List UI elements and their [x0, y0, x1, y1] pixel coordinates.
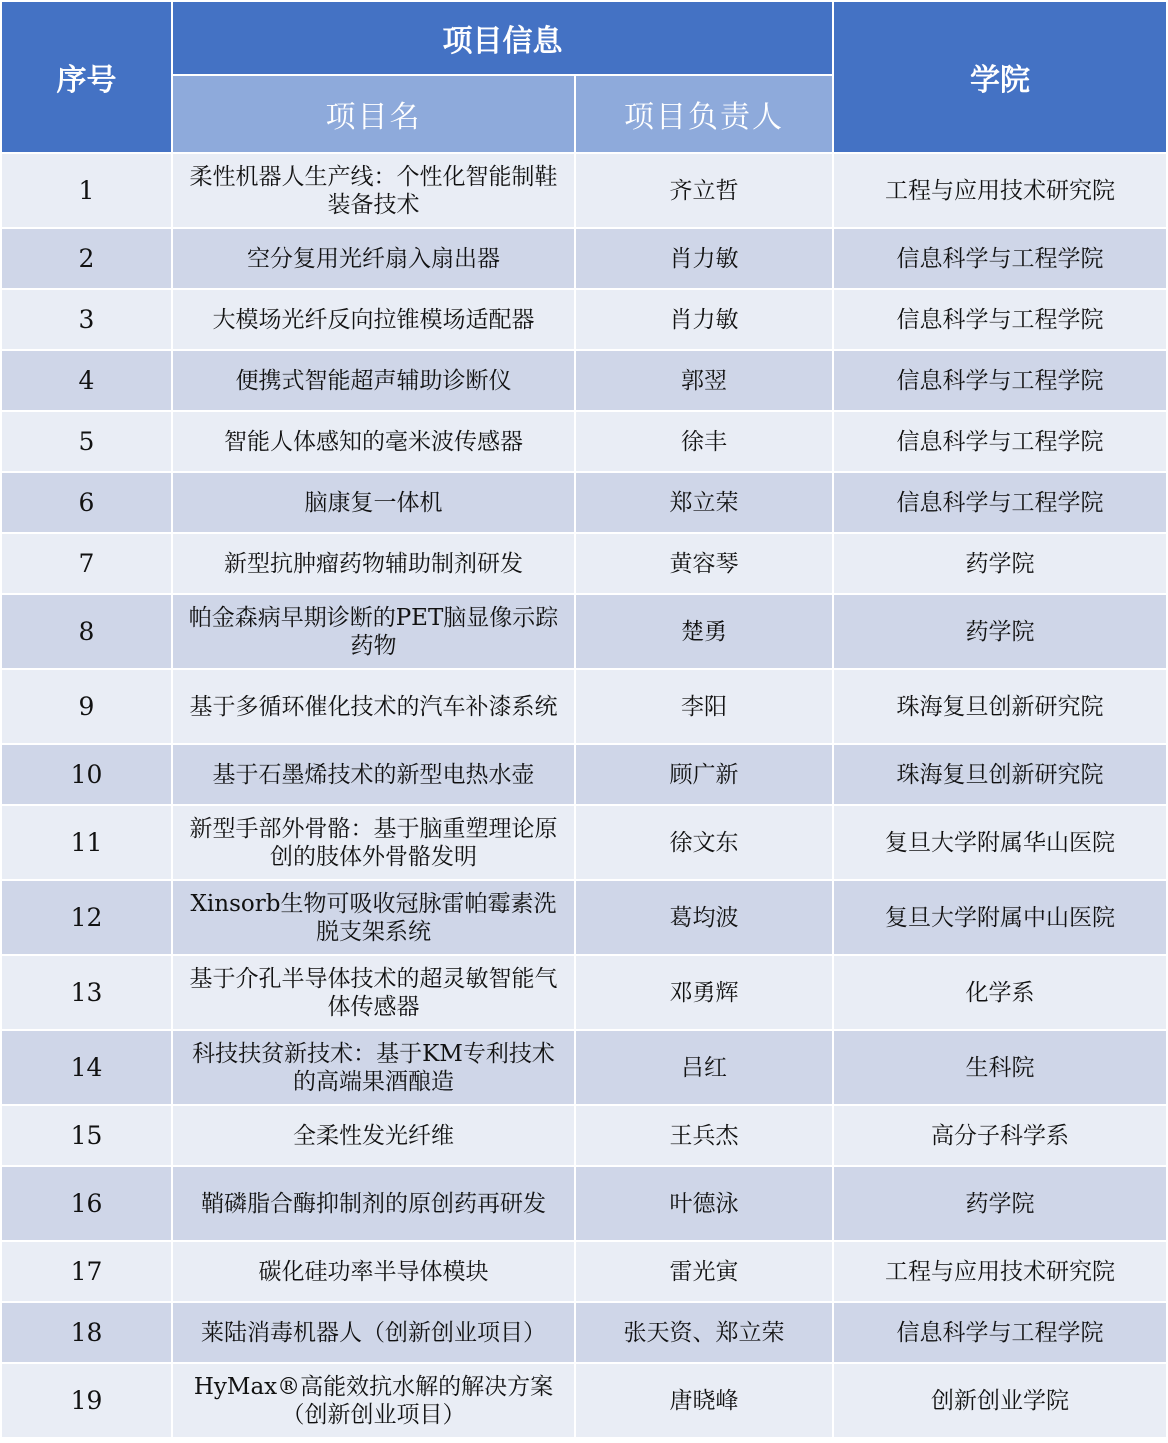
cell-college: 药学院 [833, 533, 1167, 594]
cell-project-leader: 唐晓峰 [575, 1363, 833, 1438]
cell-project-name: 智能人体感知的毫米波传感器 [172, 411, 575, 472]
cell-index: 19 [1, 1363, 172, 1438]
cell-college: 工程与应用技术研究院 [833, 153, 1167, 228]
cell-project-leader: 齐立哲 [575, 153, 833, 228]
cell-college: 珠海复旦创新研究院 [833, 669, 1167, 744]
table-row [1, 533, 1167, 594]
cell-college: 复旦大学附属华山医院 [833, 805, 1167, 880]
cell-index: 2 [1, 228, 172, 289]
cell-college: 创新创业学院 [833, 1363, 1167, 1438]
cell-project-name: 脑康复一体机 [172, 472, 575, 533]
cell-project-leader: 叶德泳 [575, 1166, 833, 1241]
table-row [1, 1241, 1167, 1302]
cell-index: 16 [1, 1166, 172, 1241]
cell-project-leader: 张天资、郑立荣 [575, 1302, 833, 1363]
cell-project-leader: 肖力敏 [575, 228, 833, 289]
table-row [1, 153, 1167, 228]
cell-index: 8 [1, 594, 172, 669]
table-row [1, 472, 1167, 533]
cell-project-name: 鞘磷脂合酶抑制剂的原创药再研发 [172, 1166, 575, 1241]
cell-project-leader: 吕红 [575, 1030, 833, 1105]
cell-index: 6 [1, 472, 172, 533]
cell-project-name: 空分复用光纤扇入扇出器 [172, 228, 575, 289]
cell-project-name: 莱陆消毒机器人（创新创业项目） [172, 1302, 575, 1363]
cell-index: 18 [1, 1302, 172, 1363]
cell-college: 信息科学与工程学院 [833, 228, 1167, 289]
cell-index: 1 [1, 153, 172, 228]
cell-index: 14 [1, 1030, 172, 1105]
cell-index: 17 [1, 1241, 172, 1302]
cell-index: 4 [1, 350, 172, 411]
cell-project-name: 科技扶贫新技术：基于KM专利技术的高端果酒酿造 [172, 1030, 575, 1105]
cell-project-leader: 肖力敏 [575, 289, 833, 350]
table-row [1, 744, 1167, 805]
header-index: 序号 [1, 1, 172, 153]
cell-college: 信息科学与工程学院 [833, 472, 1167, 533]
table-row [1, 1105, 1167, 1166]
cell-index: 9 [1, 669, 172, 744]
cell-college: 高分子科学系 [833, 1105, 1167, 1166]
cell-college: 药学院 [833, 1166, 1167, 1241]
cell-project-leader: 李阳 [575, 669, 833, 744]
cell-index: 13 [1, 955, 172, 1030]
cell-index: 7 [1, 533, 172, 594]
cell-project-leader: 郭翌 [575, 350, 833, 411]
cell-project-name: 柔性机器人生产线：个性化智能制鞋装备技术 [172, 153, 575, 228]
cell-project-name: 大模场光纤反向拉锥模场适配器 [172, 289, 575, 350]
table-row [1, 1363, 1167, 1438]
cell-project-name: 便携式智能超声辅助诊断仪 [172, 350, 575, 411]
table-row [1, 1166, 1167, 1241]
table-row [1, 228, 1167, 289]
cell-project-name: 新型手部外骨骼：基于脑重塑理论原创的肢体外骨骼发明 [172, 805, 575, 880]
header-project-name: 项目名 [172, 75, 575, 153]
cell-project-leader: 顾广新 [575, 744, 833, 805]
cell-project-name: 帕金森病早期诊断的PET脑显像示踪药物 [172, 594, 575, 669]
cell-project-leader: 雷光寅 [575, 1241, 833, 1302]
table-row [1, 805, 1167, 880]
cell-project-leader: 黄容琴 [575, 533, 833, 594]
cell-college: 生科院 [833, 1030, 1167, 1105]
cell-project-leader: 葛均波 [575, 880, 833, 955]
cell-project-name: HyMax®高能效抗水解的解决方案（创新创业项目） [172, 1363, 575, 1438]
cell-project-name: 基于多循环催化技术的汽车补漆系统 [172, 669, 575, 744]
table-row [1, 594, 1167, 669]
cell-college: 药学院 [833, 594, 1167, 669]
cell-project-name: 基于石墨烯技术的新型电热水壶 [172, 744, 575, 805]
cell-index: 12 [1, 880, 172, 955]
cell-college: 工程与应用技术研究院 [833, 1241, 1167, 1302]
table-row [1, 350, 1167, 411]
cell-project-name: 全柔性发光纤维 [172, 1105, 575, 1166]
cell-index: 10 [1, 744, 172, 805]
table-row [1, 880, 1167, 955]
cell-index: 5 [1, 411, 172, 472]
header-project-info: 项目信息 [172, 1, 833, 75]
cell-project-leader: 郑立荣 [575, 472, 833, 533]
table-row [1, 1030, 1167, 1105]
table-row [1, 289, 1167, 350]
cell-college: 信息科学与工程学院 [833, 1302, 1167, 1363]
cell-index: 11 [1, 805, 172, 880]
cell-project-leader: 王兵杰 [575, 1105, 833, 1166]
cell-index: 15 [1, 1105, 172, 1166]
cell-project-name: 基于介孔半导体技术的超灵敏智能气体传感器 [172, 955, 575, 1030]
cell-project-name: 新型抗肿瘤药物辅助制剂研发 [172, 533, 575, 594]
cell-project-name: Xinsorb生物可吸收冠脉雷帕霉素洗脱支架系统 [172, 880, 575, 955]
cell-college: 复旦大学附属中山医院 [833, 880, 1167, 955]
table-row [1, 1302, 1167, 1363]
cell-project-leader: 徐丰 [575, 411, 833, 472]
table-row [1, 955, 1167, 1030]
header-project-leader: 项目负责人 [575, 75, 833, 153]
cell-college: 信息科学与工程学院 [833, 350, 1167, 411]
cell-project-name: 碳化硅功率半导体模块 [172, 1241, 575, 1302]
cell-college: 信息科学与工程学院 [833, 411, 1167, 472]
cell-project-leader: 楚勇 [575, 594, 833, 669]
cell-college: 化学系 [833, 955, 1167, 1030]
header-college: 学院 [833, 1, 1167, 153]
table-row [1, 411, 1167, 472]
cell-college: 信息科学与工程学院 [833, 289, 1167, 350]
cell-project-leader: 邓勇辉 [575, 955, 833, 1030]
cell-college: 珠海复旦创新研究院 [833, 744, 1167, 805]
cell-index: 3 [1, 289, 172, 350]
cell-project-leader: 徐文东 [575, 805, 833, 880]
table-row [1, 669, 1167, 744]
